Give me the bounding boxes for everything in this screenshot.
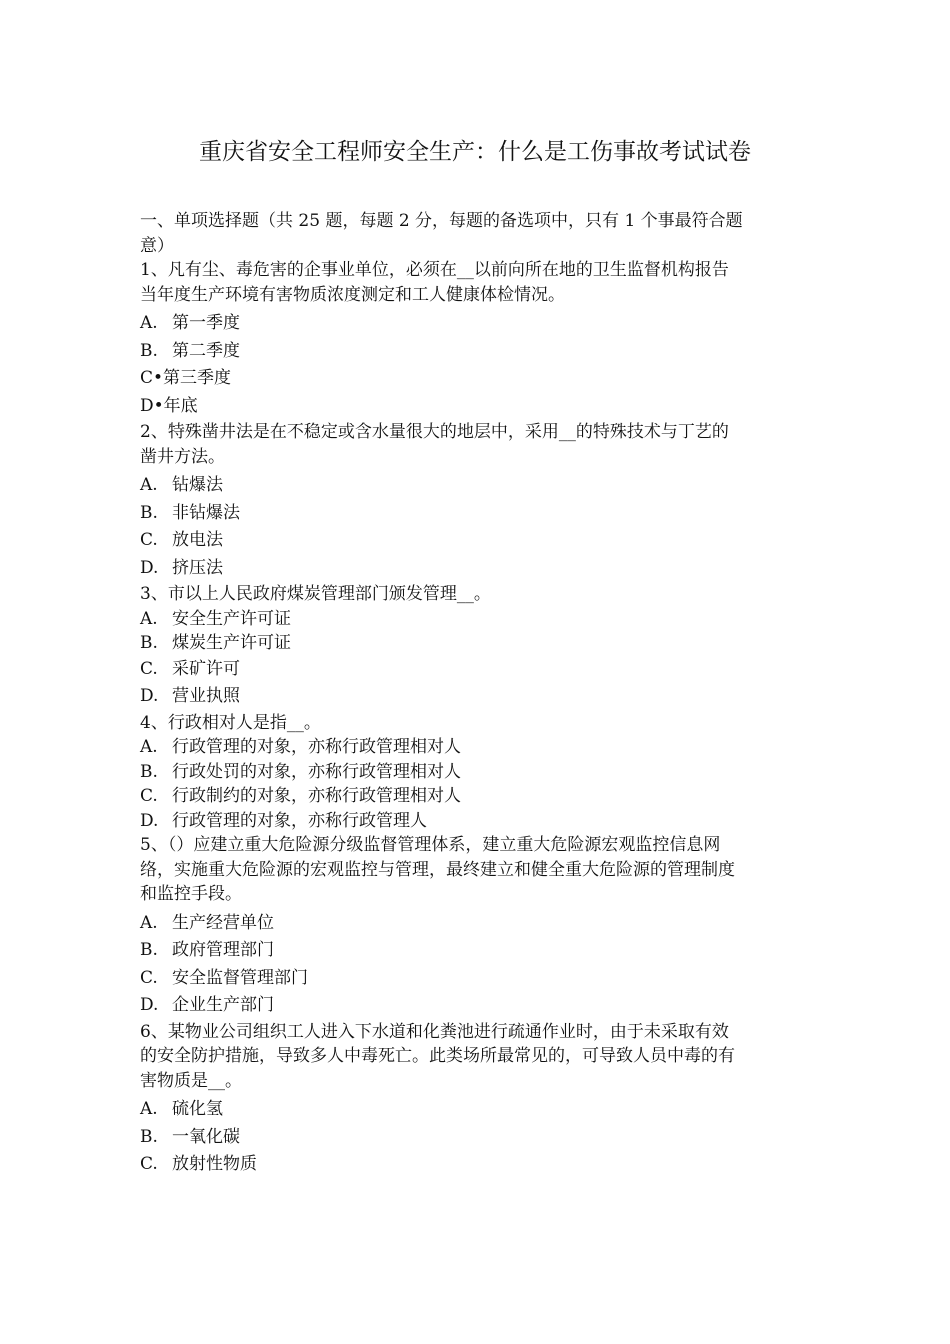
- option-letter: B.: [140, 1126, 158, 1147]
- question-line: 络，实施重大危险源的宏观监控与管理，最终建立和健全重大危险源的管理制度: [140, 859, 735, 880]
- option-d: [140, 809, 820, 834]
- question-text: [140, 420, 820, 469]
- option-text: 年底: [163, 395, 198, 416]
- question-line: 凿井方法。: [140, 446, 225, 467]
- option-c: [140, 1151, 820, 1179]
- option-text: 第一季度: [172, 313, 240, 333]
- document-title: 重庆省安全工程师安全生产：什么是工伤事故考试试卷: [199, 139, 751, 165]
- option-c: [140, 656, 820, 684]
- option-d: [140, 393, 820, 421]
- question-line: 3、市以上人民政府煤炭管理部门颁发管理__。: [140, 584, 491, 604]
- option-a: [140, 472, 820, 500]
- option-text: 行政制约的对象，亦称行政管理相对人: [172, 786, 461, 806]
- option-letter: B.: [140, 633, 158, 653]
- option-letter: C.: [140, 967, 158, 988]
- option-letter: D.: [140, 557, 159, 578]
- option-letter: B.: [140, 940, 158, 960]
- option-b: [140, 937, 820, 965]
- option-a: [140, 1096, 820, 1124]
- option-letter: A.: [140, 475, 158, 495]
- option-d: [140, 992, 820, 1020]
- option-text: 钻爆法: [172, 475, 223, 495]
- option-text: 政府管理部门: [172, 940, 274, 960]
- option-letter: B.: [140, 761, 158, 782]
- option-letter: C.: [140, 530, 158, 550]
- option-c: [140, 365, 820, 393]
- option-text: 一氧化碳: [172, 1126, 240, 1147]
- question-text: [140, 711, 820, 736]
- option-a: [140, 735, 820, 760]
- option-letter: C.: [140, 786, 158, 806]
- question-text: [140, 258, 820, 307]
- option-d: [140, 683, 820, 711]
- option-text: 硫化氢: [172, 1099, 223, 1119]
- option-b: [140, 338, 820, 366]
- option-text: 安全生产许可证: [172, 608, 291, 629]
- option-letter: A.: [140, 1099, 158, 1119]
- option-text: 放射性物质: [172, 1154, 257, 1174]
- question-text: [140, 1020, 820, 1094]
- option-a: [140, 607, 820, 632]
- option-letter: A.: [140, 912, 158, 933]
- question-text: [140, 833, 820, 907]
- option-text: 行政处罚的对象，亦称行政管理相对人: [172, 761, 461, 782]
- option-b: [140, 760, 820, 785]
- question-4: [140, 711, 820, 834]
- option-text: 企业生产部门: [172, 995, 274, 1015]
- option-letter: A.: [140, 313, 158, 333]
- option-text: 生产经营单位: [172, 912, 274, 933]
- question-line: 1、凡有尘、毒危害的企事业单位，必须在__以前向所在地的卫生监督机构报告: [140, 260, 729, 280]
- question-6: [140, 1020, 820, 1179]
- option-b: [140, 1124, 820, 1152]
- option-letter: C.: [140, 1154, 158, 1174]
- question-line: 4、行政相对人是指__。: [140, 712, 321, 733]
- option-text: 非钻爆法: [172, 502, 240, 523]
- option-a: [140, 310, 820, 338]
- question-5: [140, 833, 820, 1020]
- question-2: [140, 420, 820, 582]
- option-letter: D.: [140, 810, 159, 831]
- section-heading: [140, 209, 820, 258]
- question-3: [140, 582, 820, 711]
- option-d: [140, 555, 820, 583]
- option-letter: B.: [140, 502, 158, 523]
- option-text: 放电法: [172, 530, 223, 550]
- option-b: [140, 500, 820, 528]
- section-heading-line: 一、单项选择题（共 25 题，每题 2 分，每题的备选项中，只有 1 个事最符合题: [140, 211, 743, 231]
- option-text: 安全监督管理部门: [172, 967, 308, 988]
- option-letter: A.: [140, 737, 158, 757]
- question-line: 2、特殊凿井法是在不稳定或含水量很大的地层中，采用__的特殊技术与丁艺的: [140, 422, 729, 442]
- option-c: [140, 784, 820, 809]
- option-text: 采矿许可: [172, 658, 240, 679]
- option-text: 煤炭生产许可证: [172, 633, 291, 653]
- question-line: 害物质是__。: [140, 1070, 242, 1091]
- option-letter: B.: [140, 340, 158, 361]
- option-c: [140, 965, 820, 993]
- question-1: [140, 258, 820, 420]
- question-line: 5、（）应建立重大危险源分级监督管理体系，建立重大危险源宏观监控信息网: [140, 835, 721, 855]
- option-text: 第三季度: [163, 368, 232, 388]
- option-letter: A.: [140, 608, 158, 629]
- question-line: 和监控手段。: [140, 884, 242, 904]
- option-b: [140, 631, 820, 656]
- option-letter: C•: [140, 368, 164, 388]
- section-heading-line: 意）: [140, 235, 174, 256]
- option-c: [140, 527, 820, 555]
- option-text: 营业执照: [172, 686, 240, 706]
- option-letter: D•: [140, 395, 164, 416]
- question-line: 6、某物业公司组织工人进入下水道和化粪池进行疏通作业时，由于未采取有效: [140, 1021, 729, 1042]
- option-text: 行政管理的对象，亦称行政管理人: [172, 810, 427, 831]
- option-text: 挤压法: [172, 557, 223, 578]
- question-line: 当年度生产环境有害物质浓度测定和工人健康体检情况。: [140, 284, 565, 305]
- option-text: 第二季度: [172, 340, 240, 361]
- option-text: 行政管理的对象，亦称行政管理相对人: [172, 737, 461, 757]
- question-line: 的安全防护措施，导致多人中毒死亡。此类场所最常见的，可导致人员中毒的有: [140, 1046, 735, 1066]
- option-letter: D.: [140, 995, 159, 1015]
- option-letter: D.: [140, 686, 159, 706]
- option-a: [140, 910, 820, 938]
- question-text: [140, 582, 820, 607]
- document-body: [140, 209, 820, 1179]
- option-letter: C.: [140, 658, 158, 679]
